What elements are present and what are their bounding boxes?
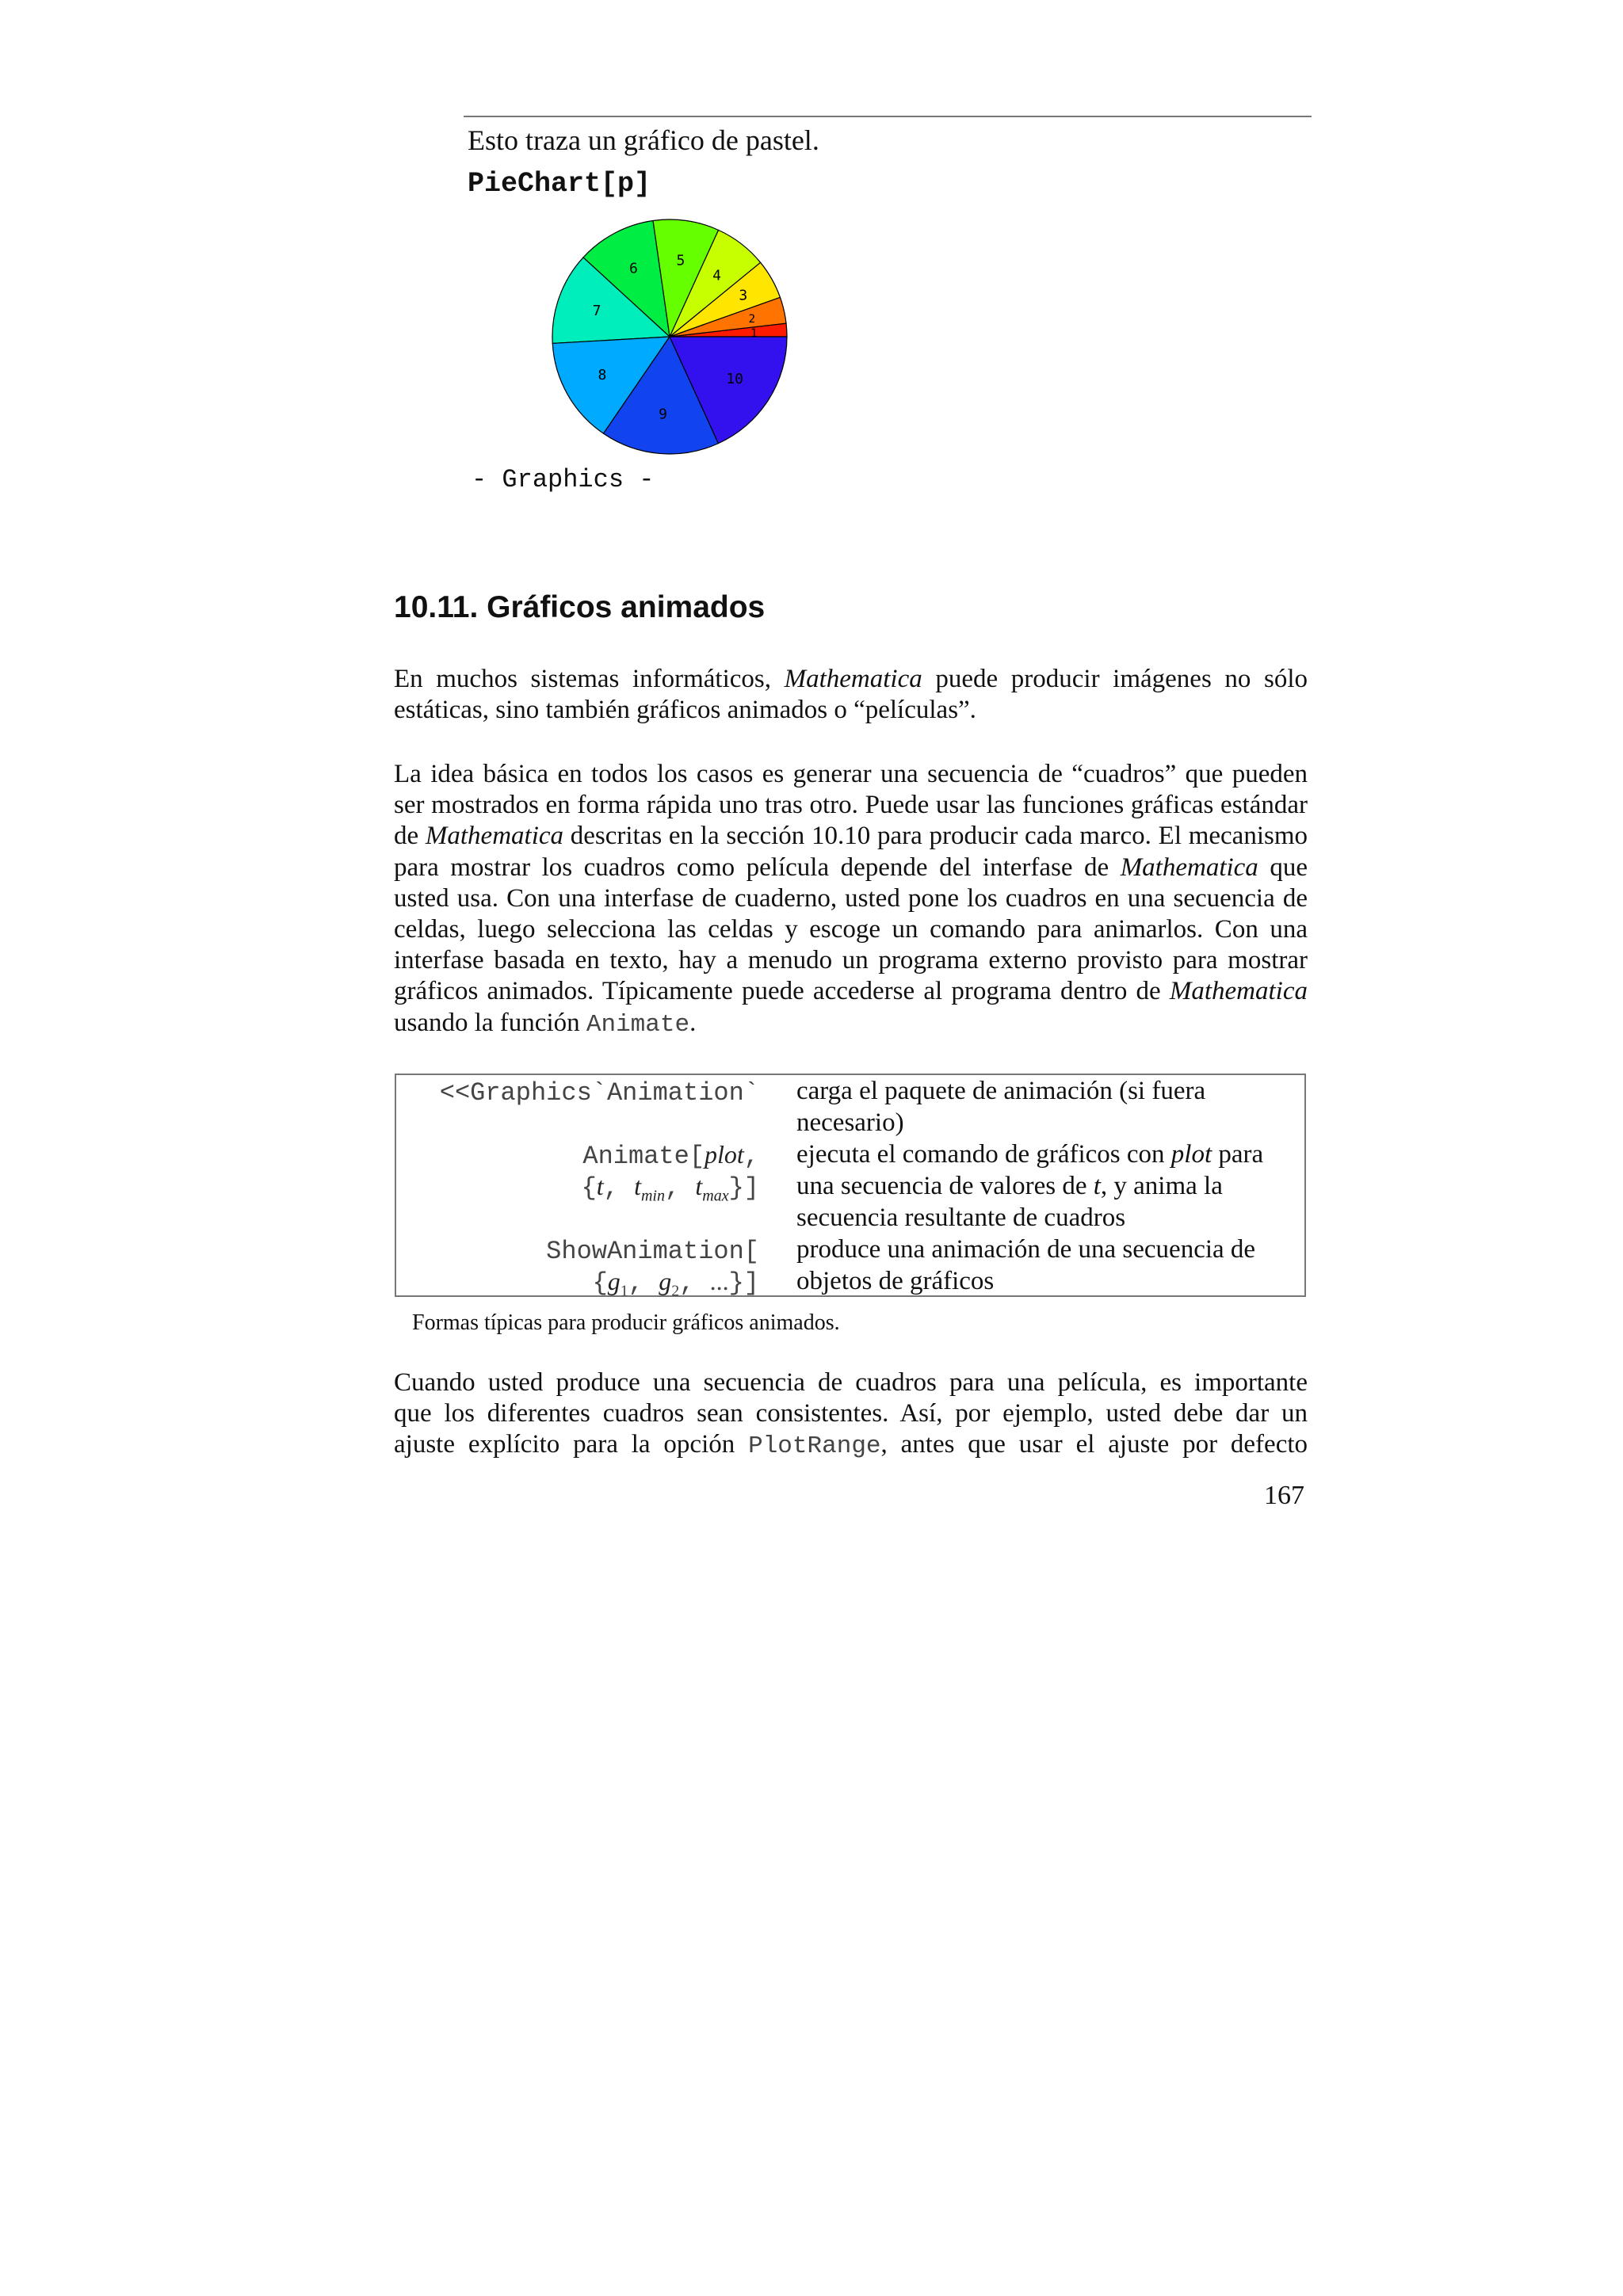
row2-left-plot: plot: [705, 1140, 744, 1169]
row2-left-tmax: t: [695, 1172, 703, 1200]
row3-left-g1: g: [607, 1267, 621, 1295]
row2-right-c: para una secuencia de valores de: [796, 1140, 1264, 1200]
intro-text: Esto traza un gráfico de pastel.: [468, 124, 819, 156]
row2-left-close: }]: [728, 1173, 759, 1203]
paragraph-3: [394, 1367, 1308, 1463]
pie-label-1: 1: [750, 326, 758, 340]
table-cell-left: [440, 1075, 759, 1109]
para2-text-a: La idea básica en todos los casos es generar una secuencia de “cuadros” que pueden ser mostrados en forma rápida uno tras otro. Puede usar las funciones gráficas estándar de: [394, 760, 1308, 851]
para3-code-plotrange: PlotRange: [748, 1432, 881, 1461]
row3-left-a: ShowAnimation[: [546, 1237, 759, 1266]
pie-chart: [547, 214, 792, 460]
pie-label-7: 7: [592, 303, 601, 320]
para2-mathematica-1: Mathematica: [425, 822, 564, 851]
para3-line-3: [394, 1429, 1308, 1462]
row2-left-brace: {: [581, 1173, 597, 1203]
section-heading: 10.11. Gráficos animados: [394, 590, 766, 624]
row3-left-brace: {: [592, 1268, 608, 1298]
para3-line3-a: ajuste explícito para la opción: [394, 1430, 749, 1459]
row2-left-tmin-sub: min: [640, 1187, 665, 1205]
table-row1-right: carga el paquete de animación (si fuera necesario): [796, 1077, 1206, 1137]
para2-text-g: usando la función: [394, 1008, 586, 1037]
row2-left-sep2: ,: [664, 1173, 696, 1203]
para1-mathematica: Mathematica: [784, 665, 922, 693]
table-cell-left: [546, 1234, 759, 1268]
graphics-output-label: - Graphics -: [472, 465, 655, 494]
page-number: 167: [1264, 1481, 1304, 1510]
row3-left-sep1: ,: [628, 1268, 659, 1298]
table-row2-right: [796, 1138, 1304, 1234]
row3-left-g1-sub: 1: [620, 1282, 628, 1300]
row2-left-comma: ,: [743, 1142, 759, 1171]
para1-text-c: puede producir imágenes no sólo estáticas, sino también gráficos animados o “películas”.: [394, 665, 1308, 725]
para2-text-c: descritas en la sección 10.10 para producir cada marco. El mecanismo para mostrar los cuadros como película depende del interfase de: [394, 822, 1308, 882]
para2-text-e: que usted usa. Con una interfase de cuaderno, usted pone los cuadros en una secuencia de celdas, luego selecciona las celdas y escoge un comando para animarlos. Con una interfase basada en texto, hay a menudo un programa externo provisto para mostrar gráficos animados. Típicamente puede accederse al programa dentro de: [394, 852, 1308, 1006]
pie-label-3: 3: [739, 287, 748, 304]
row2-left-tmin: t: [634, 1172, 641, 1200]
para3-line-1: Cuando usted produce una secuencia de cuadros para una película, es importante: [394, 1368, 1308, 1397]
table-row1-left: <<Graphics`Animation`: [439, 1078, 759, 1108]
functions-table: [395, 1074, 1306, 1300]
para3-line3-b: , antes que usar el ajuste por defecto: [880, 1430, 1308, 1459]
row2-right-e: , y anima la secuencia resultante de cuadros: [796, 1172, 1223, 1232]
piechart-command: PieChart[p]: [468, 168, 651, 200]
row2-right-plot: plot: [1170, 1140, 1212, 1169]
para2-text-h: .: [689, 1008, 697, 1037]
row2-left-a: Animate[: [582, 1142, 705, 1171]
table-caption: Formas típicas para producir gráficos animados.: [412, 1310, 840, 1335]
row2-left-t: t: [596, 1172, 604, 1200]
row2-left-sep1: ,: [603, 1173, 635, 1203]
row2-right-t: t: [1093, 1172, 1101, 1200]
paragraph-2: [394, 759, 1308, 1040]
pie-label-9: 9: [659, 406, 668, 423]
para1-text-a: En muchos sistemas informáticos,: [394, 665, 785, 693]
row3-left-ellipsis: ...: [709, 1267, 729, 1295]
row2-left-tmax-sub: max: [702, 1187, 729, 1205]
pie-label-6: 6: [628, 260, 638, 277]
row3-left-sep2: ,: [679, 1268, 710, 1298]
para2-mathematica-3: Mathematica: [1169, 977, 1308, 1006]
row2-right-a: ejecuta el comando de gráficos con: [796, 1140, 1171, 1169]
row3-left-close: }]: [728, 1268, 759, 1298]
table-cell-left: [593, 1265, 759, 1306]
pie-label-8: 8: [598, 367, 607, 383]
table-row3-right: produce una animación de una secuencia de objetos de gráficos: [796, 1235, 1256, 1295]
para2-mathematica-2: Mathematica: [1120, 852, 1258, 882]
paragraph-1: [394, 664, 1308, 726]
row3-left-g2-sub: 2: [671, 1282, 680, 1300]
pie-label-10: 10: [726, 370, 744, 387]
table-cell-left: [582, 1138, 759, 1173]
row3-left-g2: g: [659, 1267, 672, 1295]
top-rule: [464, 116, 1312, 117]
pie-label-5: 5: [676, 252, 685, 269]
para2-code-animate: Animate: [586, 1010, 690, 1039]
pie-label-4: 4: [712, 267, 722, 284]
para3-line-2: que los diferentes cuadros sean consistentes. Así, por ejemplo, usted debe dar un: [394, 1399, 1308, 1428]
pie-label-2: 2: [748, 312, 756, 326]
table-cell-left: [582, 1170, 759, 1211]
